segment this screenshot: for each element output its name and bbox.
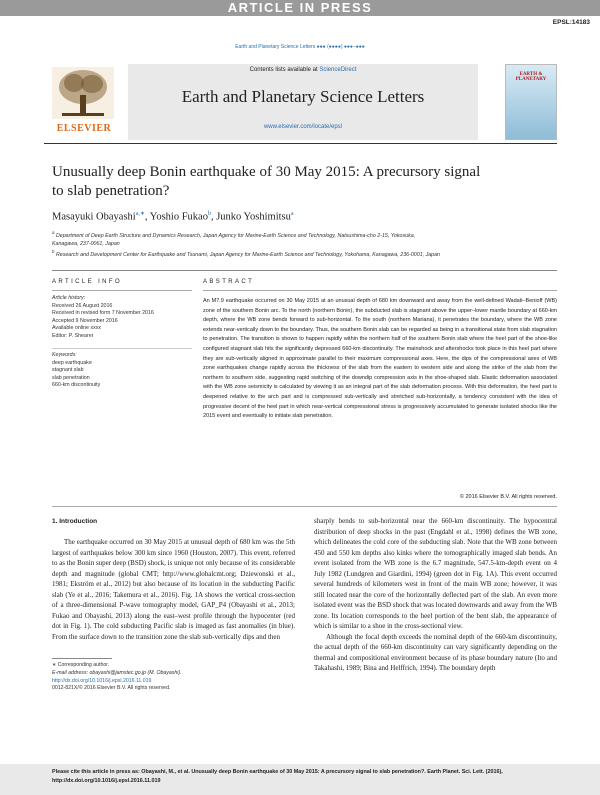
author-list: Masayuki Obayashi$^{a,∗}$, Yoshio Fukao$^b$, Junko Yoshimitsu$^a$ — [52, 211, 294, 223]
contents-prefix: Contents lists available at — [249, 67, 320, 73]
affiliation-divider — [52, 270, 557, 271]
affiliation-a — [52, 229, 552, 248]
journal-reference-link[interactable]: Earth and Planetary Science Letters ●●● (●●●●) ●●●–●●● — [235, 44, 365, 50]
article-title — [52, 163, 552, 201]
affiliation-line: Department of Deep Earth Structure and Dynamics Research, Japan Agency for Marine-Earth Science and Technology, Natsushima-cho 2-15, Yokosuka, — [55, 232, 416, 239]
author-affiliation-mark[interactable]: a — [290, 211, 294, 217]
history-item: Received in revised form 7 November 2016 — [52, 310, 154, 317]
keyword: slab penetration — [52, 374, 90, 381]
affiliation-line: Research and Development Center for Earthquake and Tsunami, Japan Agency for Marine-Earth Science and Technology, Yokohama, Kanagawa, 236-0001, Japan — [55, 251, 441, 258]
keyword: stagnant slab — [52, 367, 84, 374]
affiliation-line: Kanagawa, 237-0061, Japan — [52, 240, 120, 247]
keywords-label: Keywords: — [52, 352, 77, 358]
copyright-notice: © 2016 Elsevier B.V. All rights reserved. — [459, 494, 557, 500]
abstract-bottom-divider — [52, 506, 557, 507]
elsevier-tree-icon — [52, 67, 114, 119]
author-name[interactable]: Masayuki Obayashi — [52, 211, 136, 223]
journal-url-link[interactable]: www.elsevier.com/locate/epsl — [263, 124, 343, 130]
article-history — [52, 295, 192, 341]
abstract-divider — [203, 290, 557, 291]
author-affiliation-mark[interactable]: a,∗ — [135, 211, 145, 217]
keyword: 660-km discontinuity — [52, 382, 101, 389]
author-affiliation-mark[interactable]: b — [207, 211, 211, 217]
citation-text: Please cite this article in press as: Obayashi, M., et al. Unusually deep Bonin earthquake of 30 May 2015: A precursory signal to slab penetration?. Earth Planet. Sci. Lett. (2016), http://dx.doi.org/10.1016/j.epsl.2016.11.019 — [52, 769, 503, 784]
title-line: Unusually deep Bonin earthquake of 30 May 2015: A precursory signal — [52, 164, 481, 180]
abstract-text: An M7.9 earthquake occurred on 30 May 2015 at an unusual depth of 680 km downward and away from the well-defined Wadati–Benioff (WB) zone of the southern Bonin arc. To the north (northern Bonin), the subducted slab is stagnant above the upper–lower mantle boundary at 660-km depth, where the WB zone bends forward to sub-horizontal. To the south (northern Mariana), it penetrates the boundary, where the WB zone extends near-vertically down to the boundary. Thus, the southern Bonin slab can be regarded as being in a transitional state from slab stagnation to penetration. The transition is shown to happen rapidly within the northern half of the southern Bonin slab where the heel part of the shoe-like configured stagnant slab hits the significantly depressed 660-km discontinuity. The mainshock and aftershocks took place in this heel part where they are sub-vertically aligned in approximate parallel to their maximum compressional axes. Here, the dips of the compressional axes of WB zone earthquakes change rapidly across the thickness of the slab from the eastern to western side and along the strike of the slab from the northern to southern side, suggesting rapid switching of the downdip compression axis in the shoe-shaped slab. Elastic deformation associated with the WB zone seismicity is calculated by viewing it as an integral part of the slab deformation process. With this deformation, the heel part is deepened relative to the arch part and is compressed sub-vertically and stretched sub-horizontally, a tendency consistent with the idea of progressive decent of the heel part in which near-vertical compressional stress is progressively accumulated to generate isolated shocks like the 2015 event and eventually to initiate slab penetration. — [203, 298, 557, 420]
paragraph: Although the focal depth exceeds the nominal depth of the 660-km discontinuity, the actual depth of the 660-km discontinuity can vary significantly depending on the thermal and compositional environment because of its phase boundary nature (Ito and Takahashi, 1989; Bina and Helffrich, 1994). The boundary depth — [314, 632, 557, 672]
footnote-divider — [52, 658, 112, 659]
paragraph: sharply bends to sub-horizontal near the 660-km discontinuity. The hypocentral distribution of deep shocks in the past (Engdahl et al., 1998) defines the WB zone, which delineates the cold core of the subducting slab. Note that the WB zone between 450 and 550 km depths also kinks where the tomographically imaged slab bends. An event isolated from the WB zone is the 6.7 magnitude, 547.5-km-depth event on 4 July 1982 (Lundgren and Giardini, 1994) (green dot in Fig. 1A). This event occurred several hundreds of kilometers west in front of the main WB zone; however, it was still located near the core of the horizontally deflected part of the slab. An even more isolated event was the BSD shock that was located downwards and away from the WB zone. Its location corresponds to the heel portion of the bent slab, the appearance of which is similar to a shoe in the cross-sectional view. — [314, 517, 557, 630]
article-info-divider — [52, 290, 192, 291]
corresponding-author-note: ∗ Corresponding author. — [52, 662, 110, 668]
email-address[interactable]: E-mail address: obayashi@jamstec.go.jp (M. Obayashi). — [52, 669, 182, 676]
publisher-name: ELSEVIER — [56, 123, 112, 134]
article-info-heading: ARTICLE INFO — [52, 279, 123, 285]
title-line: to slab penetration? — [52, 183, 170, 199]
footnote — [52, 662, 295, 693]
body-column-left — [52, 537, 295, 642]
affiliation-mark: a — [52, 230, 55, 235]
cover-title: EARTH & PLANETARY — [515, 72, 547, 82]
abstract-heading: ABSTRACT — [203, 279, 255, 285]
history-item: Available online xxxx — [52, 325, 102, 332]
header-divider — [44, 143, 557, 144]
keyword: deep earthquake — [52, 359, 92, 366]
doi-link[interactable]: http://dx.doi.org/10.1016/j.epsl.2016.11.019 — [52, 677, 152, 684]
body-column-right — [314, 516, 557, 674]
affiliation-b — [52, 248, 552, 259]
paragraph: The earthquake occurred on 30 May 2015 at unusual depth of 680 km was the 5th largest of earthquakes below 300 km since 1960 (Houston, 2007). This event, referred to as the Bonin super deep (BSD) shock, is unique not only because of its considerable depth and magnitude (global CMT; http://www.globalcmt.org; Dziewonski et al., 1981; Ekström et al., 2012) but also because of its location in the subducting Pacific slab (Ye et al., 2016; Takemura et al., 2016). Fig. 1A shows the vertical cross-section of a three-dimensional P-wave tomography model, GAP_P4 (Obayashi et al., 2013; Fukao and Obayashi, 2013) along the east–west profile through the hypocenter (red dot in Fig. 1). The cold subducting Pacific slab is imaged as fast anomalies (in blue). From the surface down to the transition zone the slab sub-vertically dips and then — [52, 538, 296, 641]
history-label: Article history: — [52, 295, 86, 301]
issn-line: 0012-821X/© 2016 Elsevier B.V. All rights reserved. — [52, 685, 171, 692]
history-item: Editor: P. Shearer — [52, 332, 94, 339]
keywords-divider — [52, 348, 192, 349]
sciencedirect-link[interactable]: ScienceDirect — [319, 67, 357, 73]
history-item: Accepted 9 November 2016 — [52, 317, 118, 324]
keywords — [52, 352, 192, 390]
section-heading: 1. Introduction — [52, 518, 98, 525]
author-name[interactable]: Junko Yoshimitsu — [216, 211, 291, 223]
article-id: EPSL:14183 — [552, 19, 590, 26]
journal-title: Earth and Planetary Science Letters — [181, 87, 425, 106]
banner-text: ARTICLE IN PRESS — [227, 0, 373, 15]
author-name[interactable]: Yoshio Fukao — [149, 211, 208, 223]
affiliation-mark: b — [52, 249, 55, 254]
contents-available — [128, 67, 478, 73]
history-item: Received 26 August 2016 — [52, 302, 113, 309]
